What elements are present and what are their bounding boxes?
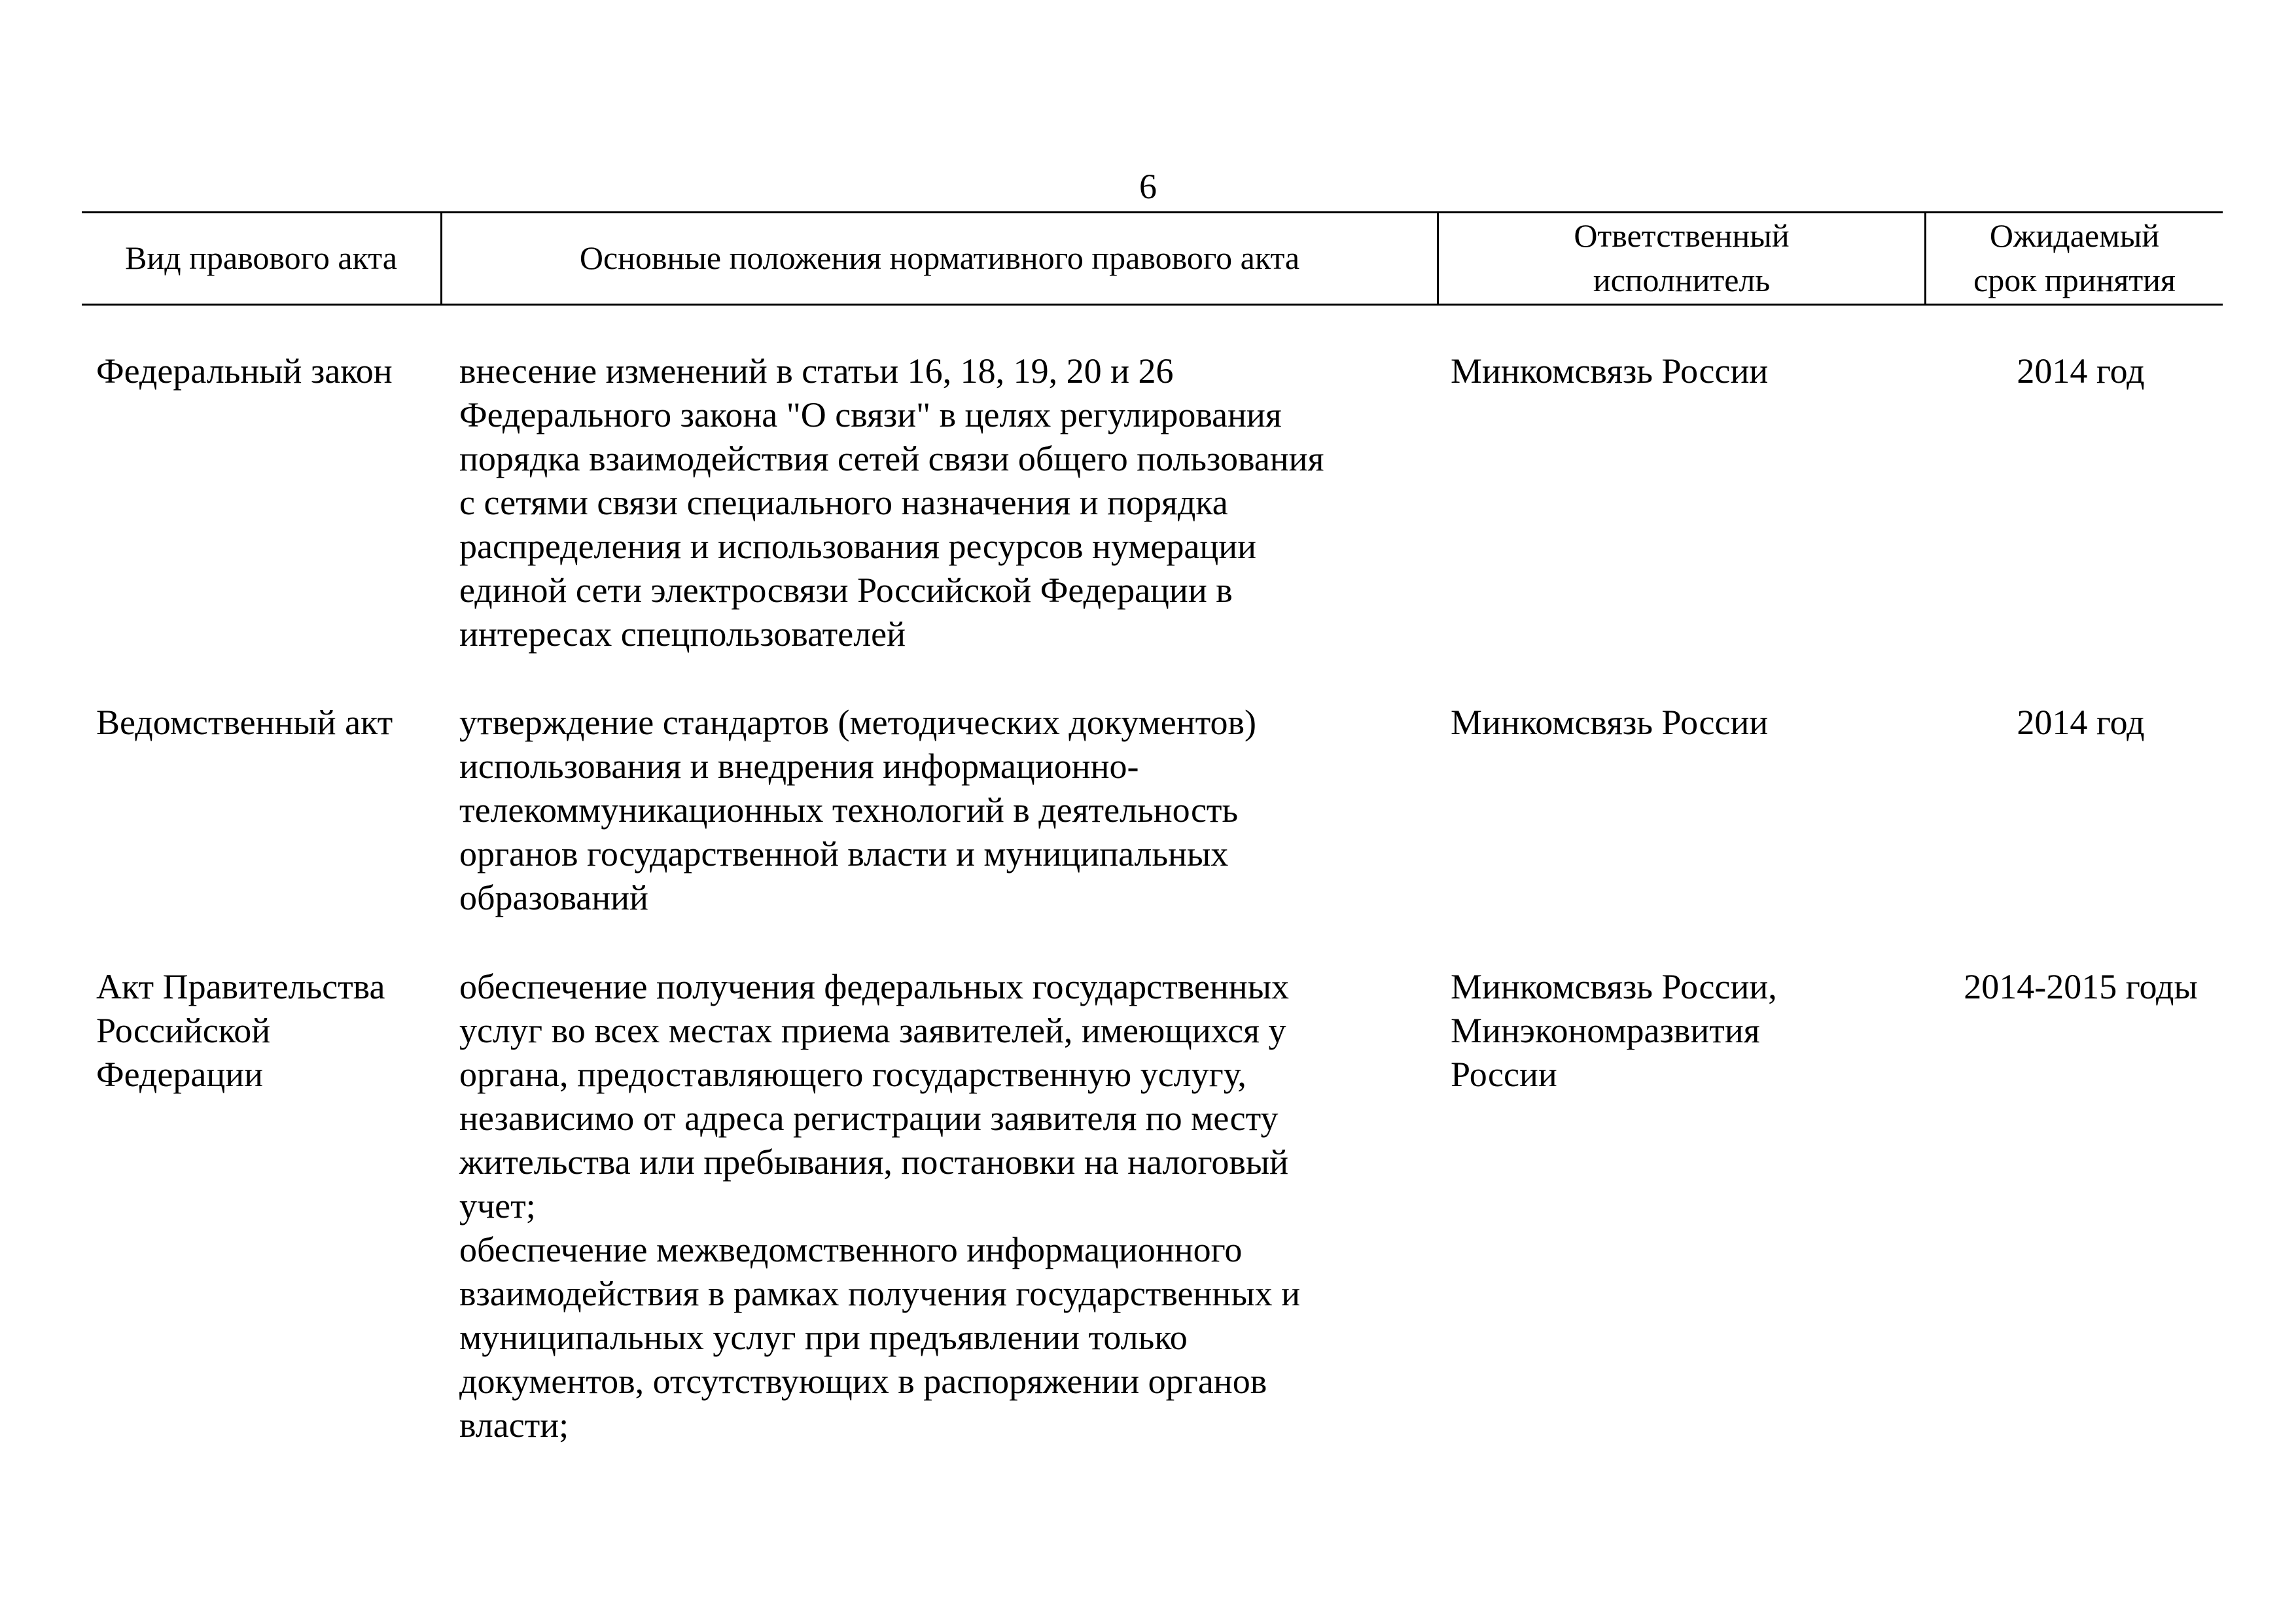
provisions-line: утверждение стандартов (методических документов) [459, 703, 1257, 742]
provisions-line: порядка взаимодействия сетей связи общего пользования [459, 439, 1324, 478]
provisions-line: использования и внедрения информационно- [459, 747, 1139, 786]
provisions-line: Федерального закона "О связи" в целях регулирования [459, 395, 1282, 434]
provisions-line: документов, отсутствующих в распоряжении органов [459, 1362, 1267, 1401]
responsible-line: Минкомсвязь России [1451, 351, 1769, 391]
provisions-cell [459, 349, 1428, 656]
responsible-cell [1451, 701, 1909, 745]
deadline-cell [1930, 349, 2231, 393]
act-type-line: Федеральный закон [96, 351, 393, 391]
provisions-line: учет; [459, 1186, 536, 1225]
responsible-line: Минкомсвязь России, [1451, 967, 1777, 1006]
header-provisions [442, 211, 1437, 304]
provisions-line: взаимодействия в рамках получения государственных и [459, 1274, 1301, 1313]
provisions-line: телекоммуникационных технологий в деятельность [459, 790, 1239, 830]
provisions-line: обеспечение получения федеральных государственных [459, 967, 1289, 1006]
provisions-line: единой сети электросвязи Российской Федерации в [459, 571, 1233, 610]
provisions-line: органов государственной власти и муниципальных [459, 834, 1229, 873]
responsible-cell [1451, 349, 1909, 393]
responsible-cell [1451, 965, 1909, 1097]
header-deadline [1926, 211, 2223, 304]
header-line: Вид правового акта [125, 239, 397, 276]
act-type-cell [96, 349, 436, 393]
responsible-line: России [1451, 1055, 1557, 1094]
provisions-line: независимо от адреса регистрации заявителя по месту [459, 1099, 1279, 1138]
act-type-line: Федерации [96, 1055, 264, 1094]
act-type-line: Российской [96, 1011, 271, 1050]
provisions-cell [459, 965, 1428, 1447]
header-type [82, 211, 440, 304]
header-line: исполнитель [1593, 261, 1771, 298]
provisions-line: органа, предоставляющего государственную услугу, [459, 1055, 1246, 1094]
act-type-line: Ведомственный акт [96, 703, 393, 742]
provisions-line: власти; [459, 1405, 569, 1445]
provisions-line: обеспечение межведомственного информационного [459, 1230, 1243, 1269]
provisions-line: муниципальных услуг при предъявлении только [459, 1318, 1188, 1357]
header-line: срок принятия [1973, 261, 2176, 298]
header-line: Основные положения нормативного правового акта [579, 239, 1300, 276]
provisions-line: распределения и использования ресурсов нумерации [459, 527, 1257, 566]
header-line: Ожидаемый [1989, 217, 2160, 254]
responsible-line: Минэкономразвития [1451, 1011, 1760, 1050]
deadline-cell [1930, 965, 2231, 1009]
deadline-line: 2014-2015 годы [1964, 967, 2198, 1006]
responsible-line: Минкомсвязь России [1451, 703, 1769, 742]
provisions-line: услуг во всех местах приема заявителей, имеющихся у [459, 1011, 1286, 1050]
table-header-rule [82, 304, 2223, 306]
act-type-cell [96, 965, 436, 1097]
header-responsible [1439, 211, 1924, 304]
deadline-line: 2014 год [2017, 703, 2145, 742]
act-type-cell [96, 701, 436, 745]
deadline-cell [1930, 701, 2231, 745]
provisions-cell [459, 701, 1428, 920]
provisions-line: с сетями связи специального назначения и порядка [459, 483, 1228, 522]
provisions-line: внесение изменений в статьи 16, 18, 19, 20 и 26 [459, 351, 1174, 391]
page-number: 6 [1139, 167, 1157, 206]
deadline-line: 2014 год [2017, 351, 2145, 391]
provisions-line: интересах спецпользователей [459, 614, 906, 654]
header-line: Ответственный [1574, 217, 1790, 254]
legal-acts-table [82, 211, 2223, 1553]
provisions-line: жительства или пребывания, постановки на налоговый [459, 1142, 1289, 1182]
act-type-line: Акт Правительства [96, 967, 385, 1006]
provisions-line: образований [459, 878, 648, 917]
